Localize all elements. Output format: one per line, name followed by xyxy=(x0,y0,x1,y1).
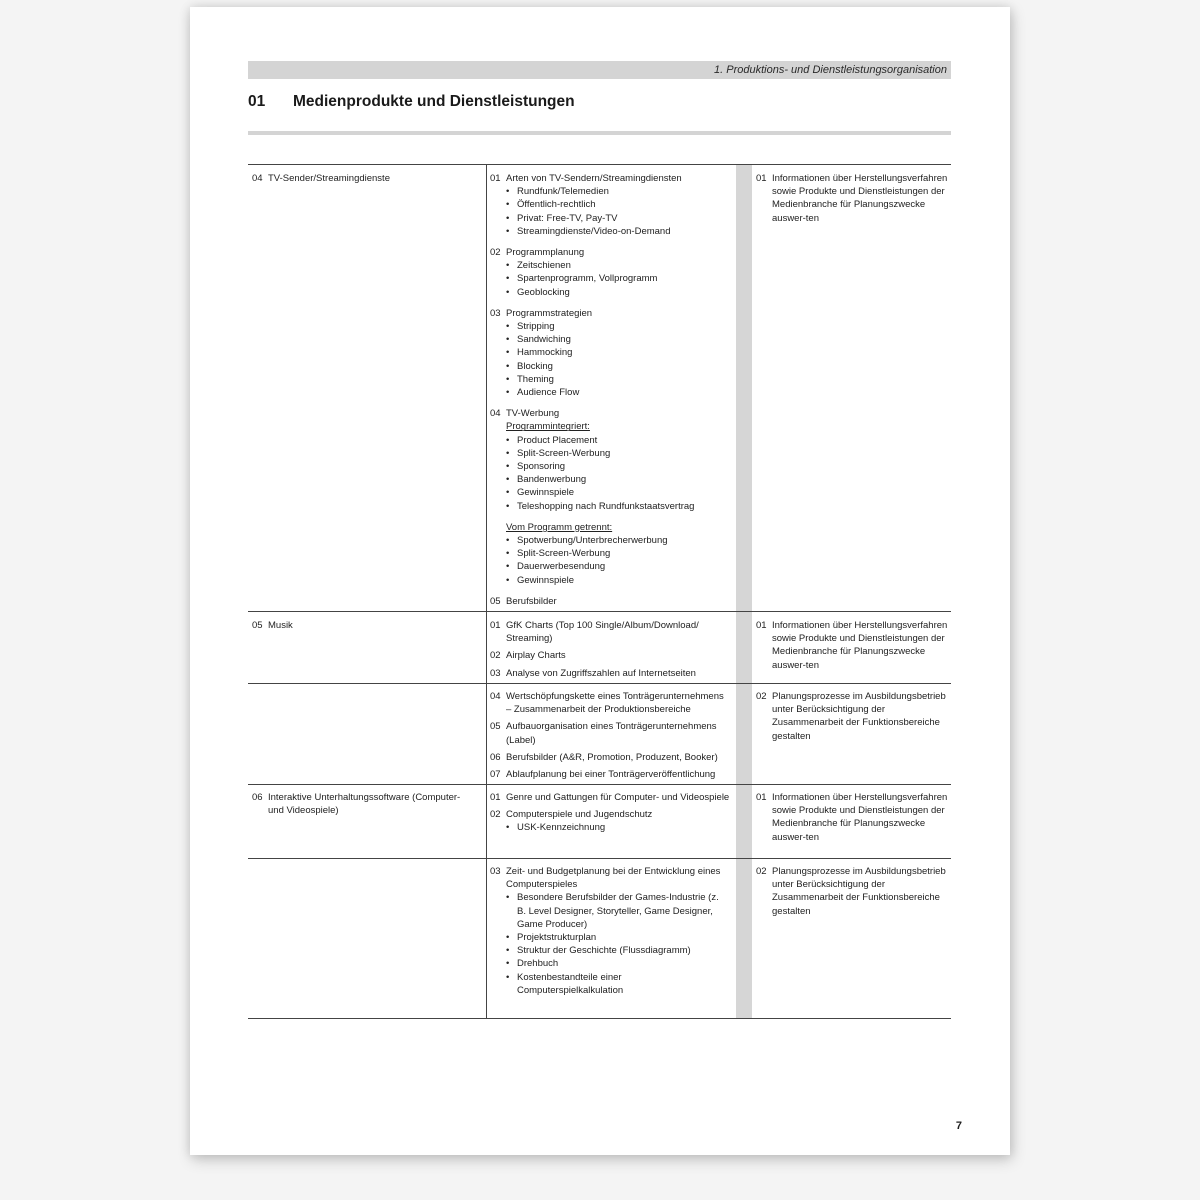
topic-text: Interaktive Unterhaltungssoftware (Computer- und Videospiele) xyxy=(268,792,461,817)
content-text: Wertschöpfungskette eines Tonträgerunternehmens – Zusammenarbeit der Produktionsbereiche xyxy=(506,691,724,716)
content-text: Aufbauorganisation eines Tonträgerunternehmens (Label) xyxy=(506,721,717,746)
content-number: 05 xyxy=(490,721,501,733)
topic-number: 06 xyxy=(252,792,263,803)
page-number: 7 xyxy=(955,1120,962,1132)
list-item: • Struktur der Geschichte (Flussdiagramm) xyxy=(506,944,730,957)
content-number: 03 xyxy=(490,667,501,679)
list-item: • Audience Flow xyxy=(506,386,730,399)
row-divider xyxy=(248,784,951,785)
content-number: 01 xyxy=(490,620,501,631)
content-number: 03 xyxy=(490,307,501,319)
row-4-contents xyxy=(490,791,730,835)
objective-number: 02 xyxy=(756,691,767,702)
list-item: • Geoblocking xyxy=(506,286,730,299)
row-2-contents xyxy=(490,619,730,680)
row-divider xyxy=(248,858,951,859)
list-item: • Stripping xyxy=(506,320,730,333)
content-number: 02 xyxy=(490,247,501,259)
list-item: • USK-Kennzeichnung xyxy=(506,821,730,834)
list-item: • Product Placement xyxy=(506,434,730,447)
subheading: Programmintegriert: xyxy=(506,421,590,433)
list-item: • Split-Screen-Werbung xyxy=(506,547,730,560)
topic-number: 04 xyxy=(252,173,263,184)
section-title xyxy=(248,93,951,111)
row-1-objective xyxy=(756,172,952,225)
content-number: 02 xyxy=(490,650,501,662)
list-item: • Besondere Berufsbilder der Games-Industrie (z. B. Level Designer, Storyteller, Game Designer, Game Producer) xyxy=(506,891,730,931)
content-text: Genre und Gattungen für Computer- und Videospiele xyxy=(506,792,730,803)
row-divider xyxy=(248,611,951,612)
objective-number: 01 xyxy=(756,173,767,184)
bullet-list xyxy=(490,259,730,299)
list-item: • Sandwiching xyxy=(506,333,730,346)
content-number: 01 xyxy=(490,792,501,803)
subheading: Vom Programm getrennt: xyxy=(506,521,613,533)
content-number: 03 xyxy=(490,866,501,877)
list-item: • Zeitschienen xyxy=(506,259,730,272)
content-number: 01 xyxy=(490,173,501,184)
list-item: • Gewinnspiele xyxy=(506,574,730,587)
list-item: • Split-Screen-Werbung xyxy=(506,447,730,460)
list-item: • Gewinnspiele xyxy=(506,486,730,499)
running-head-text: 1. Produktions- und Dienstleistungsorganisation xyxy=(714,64,947,76)
objective-number: 01 xyxy=(756,792,767,803)
objective-number: 01 xyxy=(756,620,767,631)
objective-text: Planungsprozesse im Ausbildungsbetrieb unter Berücksichtigung der Zusammenarbeit der Funktionsbereiche gestalten xyxy=(772,866,946,917)
row-3-contents xyxy=(490,690,730,781)
row-1-contents xyxy=(490,172,730,608)
bullet-list xyxy=(490,185,730,238)
content-text: Berufsbilder xyxy=(506,595,557,607)
list-item: • Theming xyxy=(506,373,730,386)
topic-text: Musik xyxy=(268,620,293,631)
content-number: 04 xyxy=(490,691,501,702)
row-5-contents xyxy=(490,865,730,997)
curriculum-table xyxy=(248,164,951,1019)
list-item: • Spotwerbung/Unterbrecherwerbung xyxy=(506,534,730,547)
list-item: • Hammocking xyxy=(506,346,730,359)
row-2-topic xyxy=(252,619,478,632)
content-text: TV-Werbung xyxy=(506,408,560,420)
row-divider xyxy=(248,683,951,684)
content-text: Computerspiele und Jugendschutz xyxy=(506,809,653,821)
content-text: Arten von TV-Sendern/Streamingdiensten xyxy=(506,173,682,184)
content-text: Zeit- und Budgetplanung bei der Entwicklung eines Computerspieles xyxy=(506,866,721,891)
content-text: Programmplanung xyxy=(506,247,585,259)
content-number: 02 xyxy=(490,809,501,821)
topic-text: TV-Sender/Streamingdienste xyxy=(268,173,390,184)
bullet-list xyxy=(490,320,730,399)
topic-number: 05 xyxy=(252,620,263,631)
row-4-topic xyxy=(252,791,478,817)
content-text: Ablaufplanung bei einer Tonträgerveröffentlichung xyxy=(506,769,716,781)
objective-text: Informationen über Herstellungsverfahren sowie Produkte und Dienstleistungen der Medienbranche für Planungszwecke auswer-ten xyxy=(772,620,948,671)
list-item: • Drehbuch xyxy=(506,957,730,970)
content-text: Berufsbilder (A&R, Promotion, Produzent, Booker) xyxy=(506,751,718,763)
list-item: • Streamingdienste/Video-on-Demand xyxy=(506,225,730,238)
content-number: 06 xyxy=(490,751,501,763)
row-1-topic xyxy=(252,172,478,185)
list-item: • Kostenbestandteile einer Computerspielkalkulation xyxy=(506,971,730,997)
row-3-objective xyxy=(756,690,952,743)
bullet-list xyxy=(490,891,730,997)
list-item: • Rundfunk/Telemedien xyxy=(506,185,730,198)
list-item: • Öffentlich-rechtlich xyxy=(506,198,730,211)
row-2-objective xyxy=(756,619,952,672)
list-item: • Dauerwerbesendung xyxy=(506,560,730,573)
list-item: • Bandenwerbung xyxy=(506,473,730,486)
content-text: GfK Charts (Top 100 Single/Album/Download/ Streaming) xyxy=(506,620,699,645)
list-item: • Blocking xyxy=(506,360,730,373)
content-text: Programmstrategien xyxy=(506,307,593,319)
list-item: • Teleshopping nach Rundfunkstaatsvertrag xyxy=(506,500,730,513)
objective-number: 02 xyxy=(756,866,767,877)
objective-text: Informationen über Herstellungsverfahren sowie Produkte und Dienstleistungen der Medienbranche für Planungszwecke auswer-ten xyxy=(772,792,948,843)
column-divider xyxy=(486,165,487,1018)
section-title-text: Medienprodukte und Dienstleistungen xyxy=(293,93,575,110)
objective-text: Planungsprozesse im Ausbildungsbetrieb unter Berücksichtigung der Zusammenarbeit der Funktionsbereiche gestalten xyxy=(772,691,946,742)
bullet-list xyxy=(490,434,730,513)
row-4-objective xyxy=(756,791,952,844)
content-text: Airplay Charts xyxy=(506,650,566,662)
content-text: Analyse von Zugriffszahlen auf Internetseiten xyxy=(506,667,696,679)
list-item: • Spartenprogramm, Vollprogramm xyxy=(506,272,730,285)
gray-column-band xyxy=(736,165,752,1018)
content-number: 07 xyxy=(490,769,501,781)
content-number: 04 xyxy=(490,408,501,420)
content-number: 05 xyxy=(490,595,501,607)
section-number: 01 xyxy=(248,93,266,110)
list-item: • Projektstrukturplan xyxy=(506,931,730,944)
bullet-list xyxy=(490,821,730,834)
document-page xyxy=(190,7,1010,1155)
list-item: • Sponsoring xyxy=(506,460,730,473)
objective-text: Informationen über Herstellungsverfahren sowie Produkte und Dienstleistungen der Medienbranche für Planungszwecke auswer-ten xyxy=(772,173,948,224)
running-head xyxy=(248,61,951,79)
list-item: • Privat: Free-TV, Pay-TV xyxy=(506,212,730,225)
bullet-list xyxy=(490,534,730,587)
row-5-objective xyxy=(756,865,952,918)
title-rule xyxy=(248,131,951,135)
